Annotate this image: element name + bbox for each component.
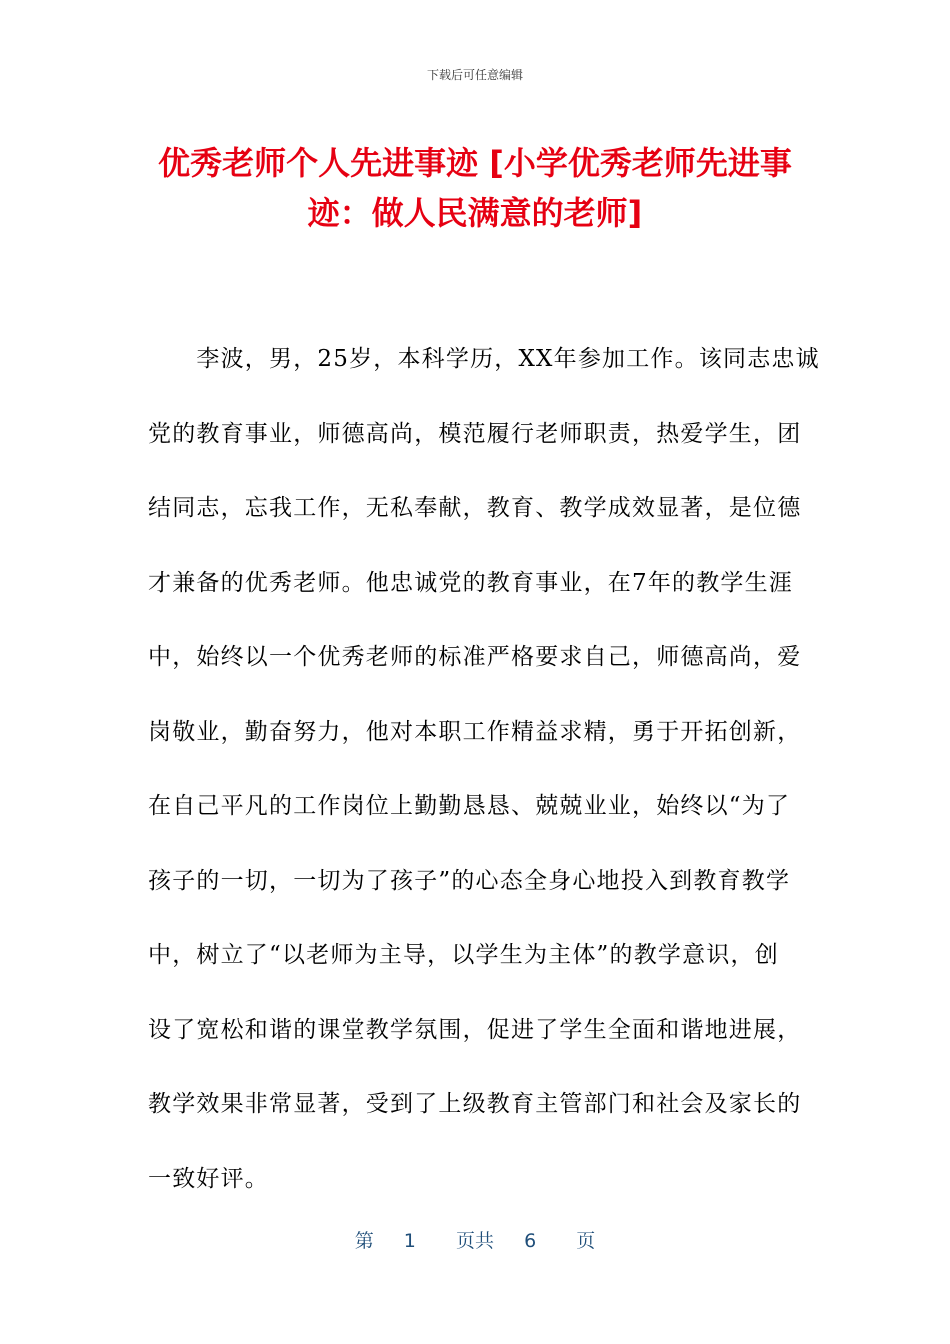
body-line: 中，树立了“以老师为主导，以学生为主体”的教学意识，创 — [148, 942, 779, 968]
footer-suffix: 页 — [576, 1230, 596, 1252]
body-line: 党的教育事业，师德高尚，模范履行老师职责，热爱学生，团 — [148, 420, 802, 447]
body-line: 岗敬业，勤奋努力，他对本职工作精益求精，勇于开拓创新， — [148, 718, 802, 745]
body-line: 一致好评。 — [148, 1165, 269, 1192]
footer-middle: 页共 — [455, 1230, 494, 1252]
page-footer — [0, 1226, 950, 1253]
body-paragraph — [148, 322, 820, 1216]
body-line: 教学效果非常显著，受到了上级教育主管部门和社会及家长的 — [148, 1091, 802, 1117]
title-line: 优秀老师个人先进事迹 [小学优秀老师先进事 — [158, 144, 792, 182]
body-line: 结同志，忘我工作，无私奉献，教育、教学成效显著，是位德 — [148, 495, 802, 521]
footer-current-page: 1 — [403, 1230, 416, 1252]
body-line: 孩子的一切，一切为了孩子”的心态全身心地投入到教育教学 — [148, 867, 791, 894]
title-line: 迹：做人民满意的老师] — [307, 194, 643, 232]
body-line: 才兼备的优秀老师。他忠诚党的教育事业，在7年的教学生涯 — [148, 569, 794, 596]
body-line: 在自己平凡的工作岗位上勤勤恳恳、兢兢业业，始终以“为了 — [148, 793, 791, 819]
document-title — [120, 138, 830, 238]
body-line: 设了宽松和谐的课堂教学氛围，促进了学生全面和谐地进展， — [148, 1016, 802, 1043]
footer-prefix: 第 — [354, 1230, 374, 1252]
body-line: 中，始终以一个优秀老师的标准严格要求自己，师德高尚，爱 — [148, 644, 802, 670]
header-note: 下载后可任意编辑 — [426, 68, 523, 82]
footer-total-pages: 6 — [524, 1230, 537, 1252]
body-line: 李波，男，25岁，本科学历，XX年参加工作。该同志忠诚 — [148, 346, 820, 372]
